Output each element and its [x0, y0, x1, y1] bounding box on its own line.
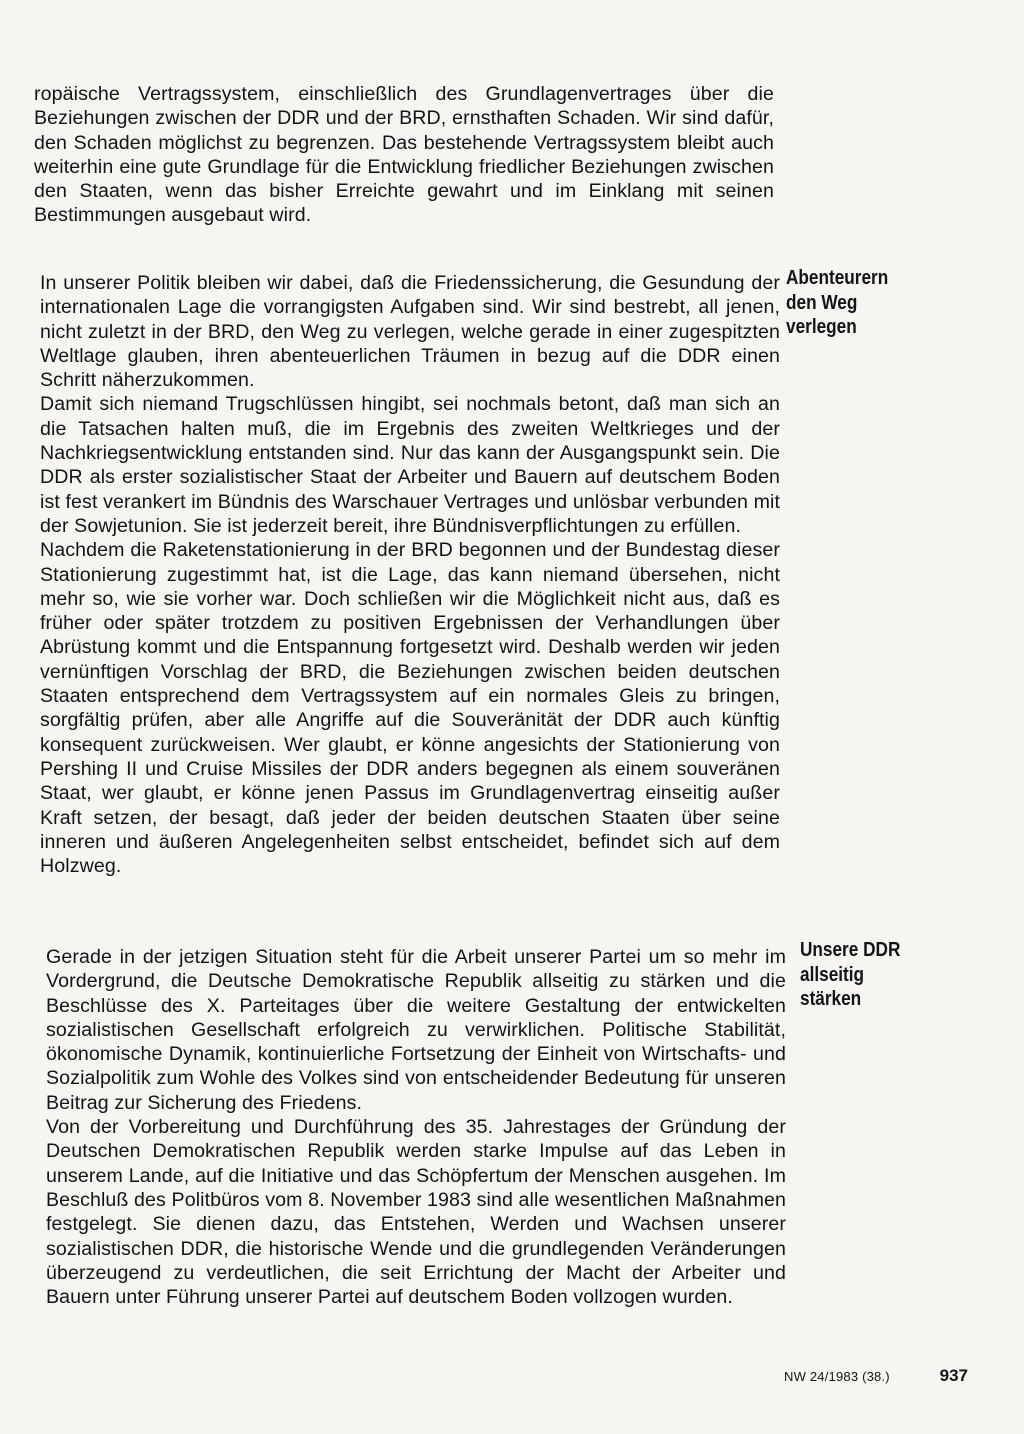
side-heading-line: allseitig: [800, 963, 865, 986]
page-footer: [784, 1366, 984, 1386]
side-heading-1: [786, 266, 958, 340]
side-heading-line: Unsere DDR: [800, 939, 901, 961]
side-heading-line: Abenteurern: [786, 267, 889, 289]
side-heading-line: stärken: [800, 988, 862, 1010]
paragraph: Von der Vorbereitung und Durchführung des 35. Jahrestages der Gründung der Deutschen Demokratischen Republik werden starke Impulse auf das Leben in unserem Lande, auf die Initiative und das Schöpfertum der Menschen ausgehen. Im Beschluß des Politbüros vom 8. November 1983 sind alle wesentlichen Maßnahmen festgelegt. Sie dienen dazu, das Entstehen, Werden und Wachsen unserer sozialistischen DDR, die historische Wende und die grundlegenden Veränderungen überzeugend zu verdeutlichen, die seit Errichtung der Macht der Arbeiter und Bauern unter Führung unserer Partei auf deutschem Boden vollzogen wurden.: [46, 1116, 786, 1309]
paragraph: Nachdem die Raketenstationierung in der BRD begonnen und der Bundestag dieser Stationierung zugestimmt hat, ist die Lage, das kann niemand übersehen, nicht mehr so, wie sie vorher war. Doch schließen wir die Möglichkeit nicht aus, daß es früher oder später trotzdem zu positiven Ergebnissen der Verhandlungen über Abrüstung kommt und die Entspannung fortgesetzt wird. Deshalb werden wir jeden vernünftigen Vorschlag der BRD, die Beziehungen zwischen beiden deutschen Staaten entsprechend dem Vertragssystem auf ein normales Gleis zu bringen, sorgfältig prüfen, aber alle Angriffe auf die Souveränität der DDR auch künftig konsequent zurückweisen. Wer glaubt, er könne angesichts der Stationierung von Pershing II und Cruise Missiles der DDR anders begegnen als einem souveränen Staat, wer glaubt, er könne jenen Passus im Grundlagenvertrag einseitig außer Kraft setzen, der besagt, daß jeder der beiden deutschen Staaten über seine inneren und äußeren Angelegenheiten selbst entscheidet, befindet sich auf dem Holzweg.: [40, 539, 780, 878]
text-block-1: [34, 82, 774, 228]
paragraph: Damit sich niemand Trugschlüssen hingibt, sei nochmals betont, daß man sich an die Tatsachen halten muß, die im Ergebnis des zweiten Weltkrieges und der Nachkriegsentwicklung entstanden sind. Nur das kann der Ausgangspunkt sein. Die DDR als erster sozialistischer Staat der Arbeiter und Bauern auf deutschem Boden ist fest verankert im Bündnis des Warschauer Vertrages und unlösbar verbunden mit der Sowjetunion. Sie ist jederzeit bereit, ihre Bündnisverpflichtungen zu erfüllen.: [40, 393, 780, 537]
side-heading-line: den Weg: [786, 291, 858, 314]
paragraph: ropäische Vertragssystem, einschließlich des Grundlagenvertrages über die Beziehungen zwischen der DDR und der BRD, ernsthaften Schaden. Wir sind dafür, den Schaden möglichst zu begrenzen. Das bestehende Vertragssystem bleibt auch weiterhin eine gute Grundlage für die Entwicklung friedlicher Beziehungen zwischen den Staaten, wenn das bisher Erreichte gewahrt und im Einklang mit seinen Bestimmungen ausgebaut wird.: [34, 83, 774, 227]
paragraph: In unserer Politik bleiben wir dabei, daß die Friedenssicherung, die Gesundung der internationalen Lage die vorrangigsten Aufgaben sind. Wir sind bestrebt, all jenen, nicht zuletzt in der BRD, den Weg zu verlegen, welche gerade in einer zugespitzten Weltlage glauben, ihren abenteuerlichen Träumen in bezug auf die DDR einen Schritt näherzukommen.: [40, 272, 780, 392]
page-number: 937: [939, 1366, 968, 1385]
paragraph: Gerade in der jetzigen Situation steht für die Arbeit unserer Partei um so mehr im Vordergrund, die Deutsche Demokratische Republik allseitig zu stärken und die Beschlüsse des X. Parteitages über die weitere Gestaltung der entwickelten sozialistischen Gesellschaft erfolgreich zu verwirklichen. Politische Stabilität, ökonomische Dynamik, kontinuierliche Fortsetzung der Einheit von Wirtschafts- und Sozialpolitik zum Wohle des Volkes sind von entscheidender Bedeutung für unseren Beitrag zur Sicherung des Friedens.: [46, 946, 786, 1114]
side-heading-line: verlegen: [786, 316, 857, 338]
journal-reference: NW 24/1983 (38.): [784, 1369, 890, 1384]
text-block-2: [40, 271, 780, 878]
side-heading-2: [800, 938, 972, 1012]
text-block-3: [46, 945, 786, 1309]
